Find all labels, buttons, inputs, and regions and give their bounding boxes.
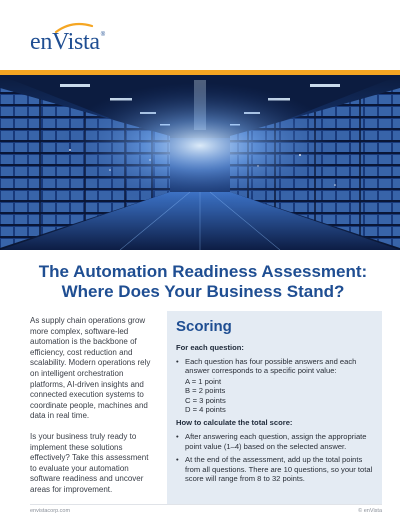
intro-paragraph-2: Is your business truly ready to implement these solutions effectively? Take this assessment to evaluate your automation software readiness and uncover areas for improvement. — [30, 431, 149, 494]
each-question-bullet: Each question has four possible answers and each answer corresponds to a specific point value: — [185, 357, 357, 376]
list-item — [176, 357, 373, 376]
point-values-list — [185, 377, 373, 415]
page-title-line-2: Where Does Your Business Stand? — [61, 282, 345, 301]
intro-column — [30, 316, 156, 506]
list-item — [176, 455, 373, 483]
hero-warehouse-image — [0, 70, 400, 250]
intro-paragraph-1: As supply chain operations grow more complex, software-led automation is the backbone of efficiency, cost reduction and scalability. Modern operations rely on intelligent orchestration platforms, AI-driven insights and connected execution systems to coordinate people, machines and data in real time. — [30, 316, 151, 421]
total-score-heading: How to calculate the total score: — [176, 418, 293, 428]
footer-copyright: © enVista — [358, 508, 382, 514]
logo-swoosh-icon — [54, 22, 94, 34]
footer-divider — [30, 504, 382, 505]
envista-logo — [30, 24, 105, 54]
bullet-icon: • — [176, 455, 179, 465]
list-item — [176, 432, 373, 451]
page-title — [20, 262, 386, 302]
bullet-icon: • — [176, 357, 179, 366]
each-question-heading: For each question: — [176, 343, 244, 352]
logo-text: enVista — [30, 29, 100, 55]
page-title-line-1: The Automation Readiness Assessment: — [38, 262, 368, 281]
footer-website: envistacorp.com — [30, 508, 71, 514]
scoring-panel — [167, 311, 382, 505]
point-value-d: D = 4 points — [185, 405, 226, 415]
logo-registered-mark: ® — [100, 32, 106, 38]
total-score-bullet-2: At the end of the assessment, add up the total points from all questions. There are 10 questions, so your total score will range from 8 to 32 points. — [185, 455, 373, 484]
bullet-icon: • — [176, 432, 179, 442]
point-value-b: B = 2 points — [185, 386, 226, 396]
total-score-bullet-1: After answering each question, assign the appropriate point value (1–4) based on the selected answer. — [185, 432, 367, 451]
point-value-c: C = 3 points — [185, 395, 226, 405]
scoring-title: Scoring — [176, 318, 232, 335]
point-value-a: A = 1 point — [185, 376, 222, 386]
